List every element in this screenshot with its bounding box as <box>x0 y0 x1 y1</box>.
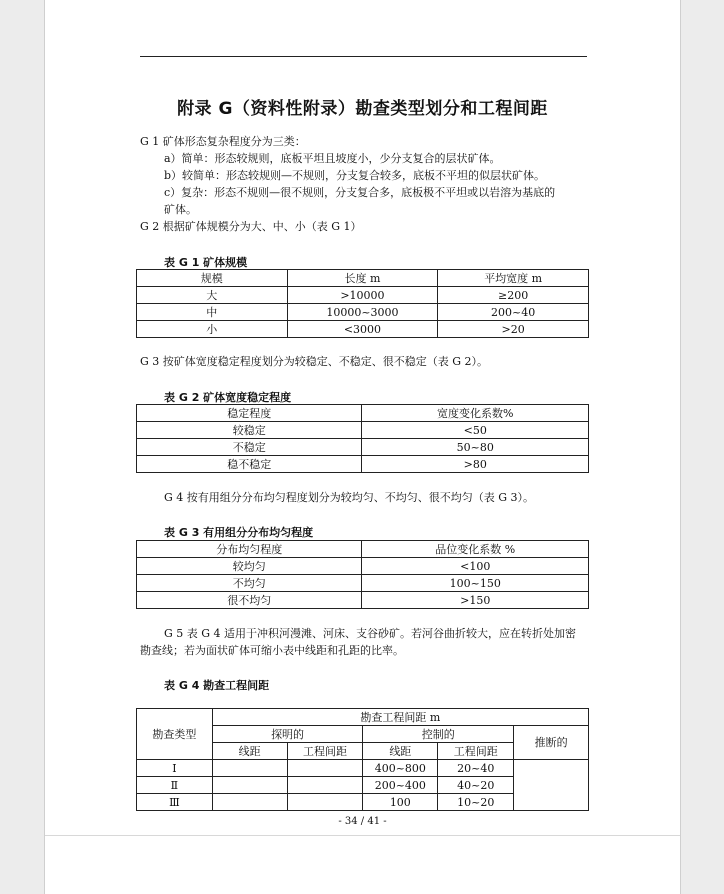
g1-item-b: b）较简单：形态较规则—不规则，分支复合较多，底板不平坦的似层状矿体。 <box>164 169 546 182</box>
document-page <box>44 0 681 894</box>
table-cell <box>287 760 363 777</box>
table-cell: >20 <box>438 321 589 338</box>
page-number: - 34 / 41 - <box>338 816 387 827</box>
header-cell-controlled: 控制的 <box>363 726 514 743</box>
table-g2 <box>136 404 589 473</box>
table-g4 <box>136 708 589 811</box>
table-header-row <box>137 405 589 422</box>
header-cell: 线距 <box>212 743 287 760</box>
header-cell: 工程间距 <box>438 743 514 760</box>
table-row <box>137 287 589 304</box>
table-cell: 20~40 <box>438 760 514 777</box>
table-g3 <box>136 540 589 609</box>
table-g1-caption: 表 G 1 矿体规模 <box>164 256 248 269</box>
page-title: 附录 G（资料性附录）勘查类型划分和工程间距 <box>177 99 548 119</box>
table-cell <box>212 794 287 811</box>
table-cell: Ⅱ <box>137 777 213 794</box>
table-cell: 大 <box>137 287 288 304</box>
table-cell <box>212 777 287 794</box>
g3-text: G 3 按矿体宽度稳定程度划分为较稳定、不稳定、很不稳定（表 G 2）。 <box>140 355 489 368</box>
header-cell: 规模 <box>137 270 288 287</box>
table-cell: 小 <box>137 321 288 338</box>
table-row <box>137 439 589 456</box>
table-cell: >10000 <box>287 287 438 304</box>
table-header-row <box>137 270 589 287</box>
table-cell: >150 <box>362 592 589 609</box>
table-cell: 较均匀 <box>137 558 362 575</box>
table-row <box>137 558 589 575</box>
g1-item-c: c）复杂：形态不规则—很不规则，分支复合多，底板极不平坦或以岩溶为基底的 <box>164 186 556 199</box>
header-cell: 稳定程度 <box>137 405 362 422</box>
table-row <box>137 304 589 321</box>
table-cell: 400~800 <box>363 760 438 777</box>
header-rule <box>140 56 587 57</box>
table-header-row <box>137 709 589 726</box>
g5-line-2: 勘查线；若为面状矿体可缩小表中线距和孔距的比率。 <box>140 644 404 657</box>
table-row <box>137 321 589 338</box>
table-cell: Ⅲ <box>137 794 213 811</box>
table-row <box>137 575 589 592</box>
table-cell: 100 <box>363 794 438 811</box>
table-row <box>137 456 589 473</box>
table-cell: >80 <box>362 456 589 473</box>
header-cell: 品位变化系数 % <box>362 541 589 558</box>
g5-line-1: G 5 表 G 4 适用于冲积河漫滩、河床、支谷砂矿。若河谷曲折较大，应在转折处加密 <box>164 627 577 640</box>
page-bottom-edge <box>45 835 680 836</box>
table-row <box>137 760 589 777</box>
header-cell: 长度 m <box>287 270 438 287</box>
table-header-row <box>137 541 589 558</box>
table-cell-inferred <box>514 760 589 811</box>
table-cell <box>287 777 363 794</box>
header-cell-inferred: 推断的 <box>514 726 589 760</box>
table-cell: 100~150 <box>362 575 589 592</box>
table-cell: 较稳定 <box>137 422 362 439</box>
table-cell: 很不均匀 <box>137 592 362 609</box>
table-cell: 200~400 <box>363 777 438 794</box>
g1-item-c-cont: 矿体。 <box>164 203 197 216</box>
table-g3-caption: 表 G 3 有用组分分布均匀程度 <box>164 526 314 539</box>
header-cell: 工程间距 <box>287 743 363 760</box>
table-cell: 200~40 <box>438 304 589 321</box>
table-cell: 稳不稳定 <box>137 456 362 473</box>
header-cell-explored: 探明的 <box>212 726 363 743</box>
table-cell <box>287 794 363 811</box>
table-g2-caption: 表 G 2 矿体宽度稳定程度 <box>164 391 292 404</box>
table-cell: <50 <box>362 422 589 439</box>
table-cell: ≥200 <box>438 287 589 304</box>
table-cell: Ⅰ <box>137 760 213 777</box>
table-row <box>137 422 589 439</box>
g1-item-a: a）简单：形态较规则，底板平坦且坡度小，少分支复合的层状矿体。 <box>164 152 501 165</box>
table-cell <box>212 760 287 777</box>
table-row <box>137 592 589 609</box>
table-cell: 50~80 <box>362 439 589 456</box>
table-g1 <box>136 269 589 338</box>
table-cell: 中 <box>137 304 288 321</box>
table-cell: 40~20 <box>438 777 514 794</box>
g4-text: G 4 按有用组分分布均匀程度划分为较均匀、不均匀、很不均匀（表 G 3）。 <box>164 491 535 504</box>
header-cell-spacing: 勘查工程间距 m <box>212 709 588 726</box>
table-cell: 不稳定 <box>137 439 362 456</box>
table-cell: 10~20 <box>438 794 514 811</box>
header-cell: 平均宽度 m <box>438 270 589 287</box>
header-cell: 线距 <box>363 743 438 760</box>
table-cell: 10000~3000 <box>287 304 438 321</box>
g1-intro: G 1 矿体形态复杂程度分为三类： <box>140 135 306 148</box>
header-cell-type: 勘查类型 <box>137 709 213 760</box>
table-cell: 不均匀 <box>137 575 362 592</box>
table-g4-caption: 表 G 4 勘查工程间距 <box>164 679 270 692</box>
table-cell: <3000 <box>287 321 438 338</box>
g2-text: G 2 根据矿体规模分为大、中、小（表 G 1） <box>140 220 362 233</box>
header-cell: 宽度变化系数% <box>362 405 589 422</box>
table-cell: <100 <box>362 558 589 575</box>
header-cell: 分布均匀程度 <box>137 541 362 558</box>
